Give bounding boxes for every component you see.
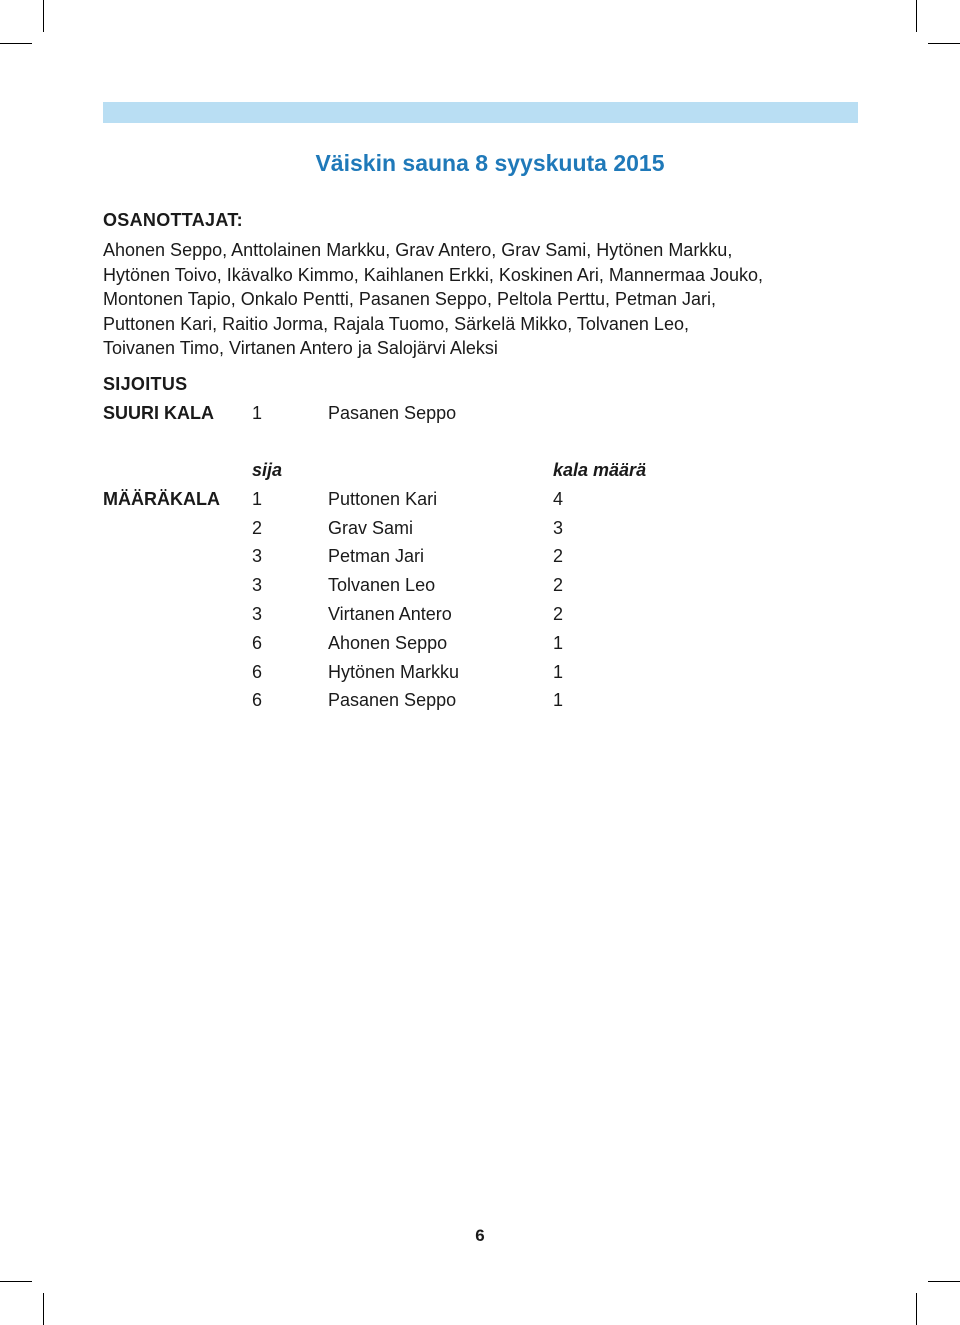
row-name: Ahonen Seppo [328, 633, 448, 653]
row-place: 2 [252, 518, 263, 538]
crop-mark [0, 43, 32, 44]
row-count: 1 [553, 633, 564, 653]
results-heading: SIJOITUS [103, 374, 188, 394]
crop-mark [928, 1281, 960, 1282]
table-row [0, 690, 960, 719]
header-band [103, 102, 858, 123]
participants-list [103, 238, 843, 361]
row-count: 2 [553, 604, 564, 624]
row-count: 1 [553, 662, 564, 682]
page-title: Väiskin sauna 8 syyskuuta 2015 [315, 150, 665, 176]
row-count: 2 [553, 546, 564, 566]
table-row [0, 518, 960, 547]
big-fish-place: 1 [252, 403, 263, 423]
row-name: Puttonen Kari [328, 489, 438, 509]
row-count: 4 [553, 489, 564, 509]
table-row [0, 633, 960, 662]
row-place: 6 [252, 690, 263, 710]
row-name: Pasanen Seppo [328, 690, 457, 710]
column-header-count: kala määrä [553, 460, 647, 480]
row-name: Grav Sami [328, 518, 414, 538]
table-row [0, 662, 960, 691]
row-name: Petman Jari [328, 546, 425, 566]
row-place: 3 [252, 546, 263, 566]
participants-line: Puttonen Kari, Raitio Jorma, Rajala Tuomo, Särkelä Mikko, Tolvanen Leo, [103, 313, 689, 334]
row-place: 1 [252, 489, 263, 509]
table-row [0, 546, 960, 575]
row-place: 6 [252, 633, 263, 653]
big-fish-row [0, 403, 960, 432]
table-row [0, 604, 960, 633]
count-table-header [0, 460, 960, 489]
page-number: 6 [475, 1226, 485, 1245]
crop-mark [43, 1293, 44, 1325]
row-place: 3 [252, 575, 263, 595]
participants-line: Montonen Tapio, Onkalo Pentti, Pasanen Seppo, Peltola Perttu, Petman Jari, [103, 289, 717, 309]
crop-mark [928, 43, 960, 44]
big-fish-label: SUURI KALA [103, 403, 214, 423]
crop-mark [43, 0, 44, 32]
row-count: 3 [553, 518, 564, 538]
crop-mark [916, 0, 917, 32]
row-name: Hytönen Markku [328, 662, 460, 682]
table-row [0, 575, 960, 604]
participants-heading: OSANOTTAJAT: [103, 210, 243, 230]
row-name: Tolvanen Leo [328, 575, 436, 595]
participants-line: Toivanen Timo, Virtanen Antero ja Salojärvi Aleksi [103, 338, 498, 358]
table-row [0, 489, 960, 518]
big-fish-name: Pasanen Seppo [328, 403, 457, 423]
participants-line: Ahonen Seppo, Anttolainen Markku, Grav Antero, Grav Sami, Hytönen Markku, [103, 240, 733, 260]
row-name: Virtanen Antero [328, 604, 452, 624]
row-count: 2 [553, 575, 564, 595]
count-label: MÄÄRÄKALA [103, 489, 220, 509]
participants-line: Hytönen Toivo, Ikävalko Kimmo, Kaihlanen Erkki, Koskinen Ari, Mannermaa Jouko, [103, 264, 763, 285]
row-place: 3 [252, 604, 263, 624]
column-header-place: sija [252, 460, 283, 480]
crop-mark [916, 1293, 917, 1325]
row-count: 1 [553, 690, 564, 710]
crop-mark [0, 1281, 32, 1282]
row-place: 6 [252, 662, 263, 682]
